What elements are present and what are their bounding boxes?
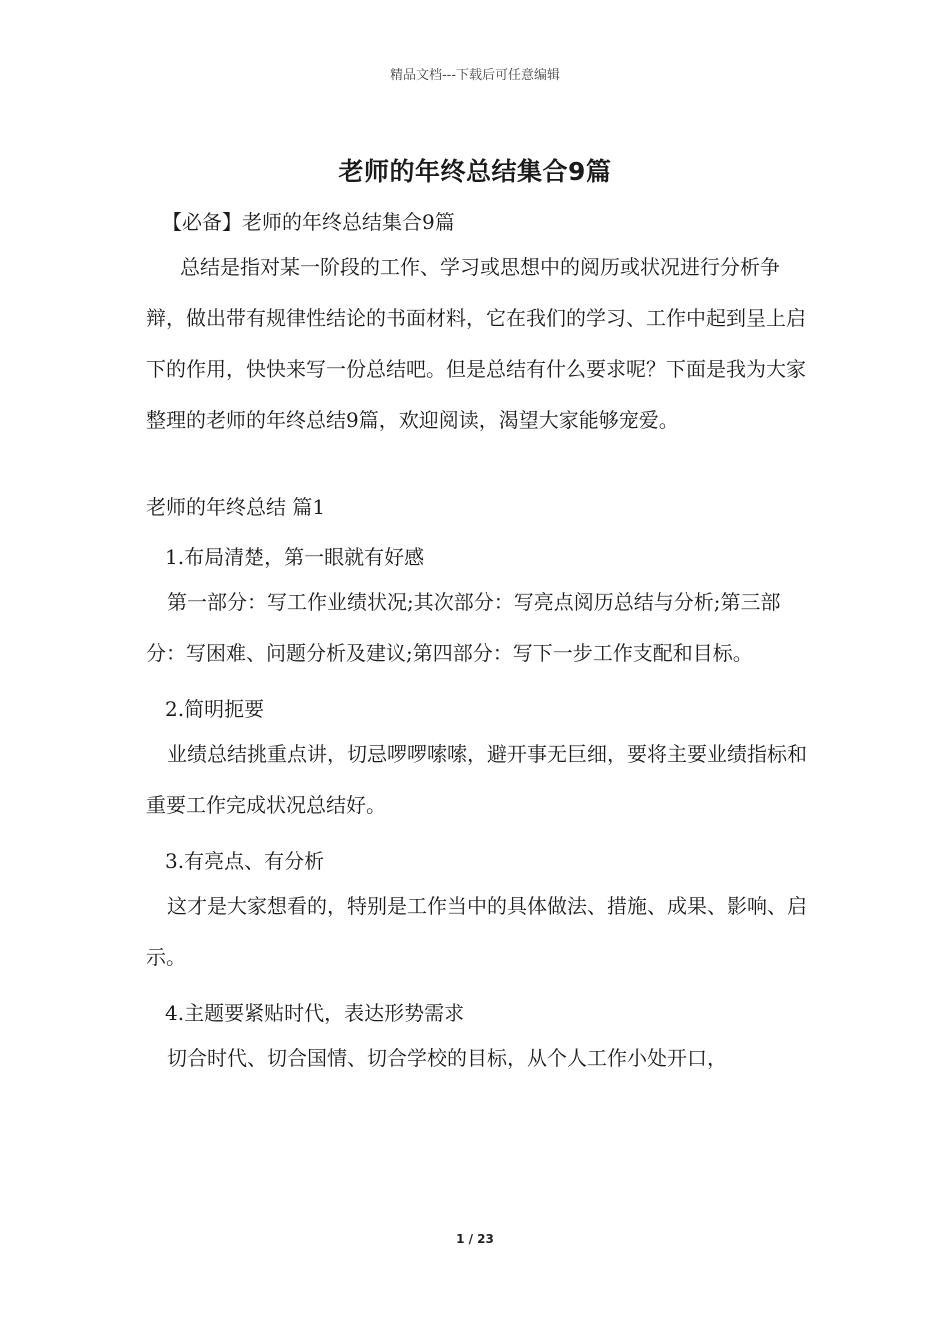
point-body-4: 切合时代、切合国情、切合学校的目标，从个人工作小处开口，: [167, 1046, 727, 1070]
point-body-3: 这才是大家想看的，特别是工作当中的具体做法、措施、成果、影响、启示。: [146, 894, 807, 969]
page-number: 1 / 23: [456, 1232, 494, 1246]
document-subtitle: 【必备】老师的年终总结集合9篇: [162, 210, 455, 234]
document-body: [146, 202, 808, 1084]
point-heading-1: 1.布局清楚，第一眼就有好感: [165, 545, 425, 569]
intro-paragraph: 总结是指对某一阶段的工作、学习或思想中的阅历或状况进行分析争辩，做出带有规律性结论的书面材料，它在我们的学习、工作中起到呈上启下的作用，快快来写一份总结吧。但是总结有什么要求呢？下面是我为大家整理的老师的年终总结9篇，欢迎阅读，渴望大家能够宠爱。: [146, 255, 806, 432]
document-title: 老师的年终总结集合9篇: [338, 157, 612, 186]
point-body-1: 第一部分：写工作业绩状况;其次部分：写亮点阅历总结与分析;第三部分：写困难、问题分析及建议;第四部分：写下一步工作支配和目标。: [146, 590, 781, 665]
section-title: 老师的年终总结 篇1: [146, 495, 326, 519]
point-heading-2: 2.简明扼要: [165, 697, 265, 721]
page-header-note: 精品文档---下载后可任意编辑: [389, 68, 561, 83]
point-body-2: 业绩总结挑重点讲，切忌啰啰嗦嗦，避开事无巨细，要将主要业绩指标和重要工作完成状况总结好。: [146, 742, 807, 817]
point-heading-3: 3.有亮点、有分析: [165, 849, 325, 873]
point-heading-4: 4.主题要紧贴时代，表达形势需求: [165, 1001, 465, 1025]
